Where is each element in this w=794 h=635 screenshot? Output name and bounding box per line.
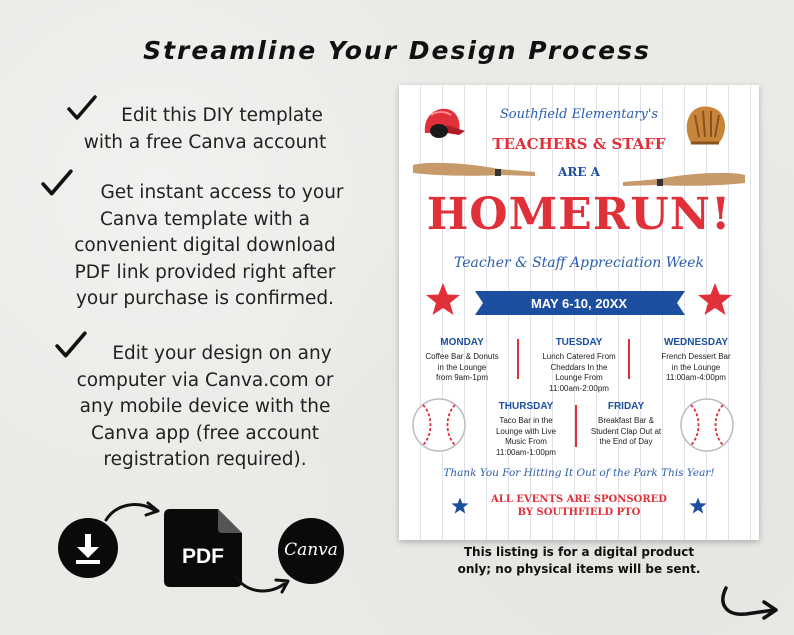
- bullet-2-line-1: Get instant access to your: [100, 182, 344, 203]
- baseball-icon: [679, 397, 735, 453]
- day-name: THURSDAY: [498, 401, 554, 412]
- divider: [628, 339, 630, 379]
- page-headline: Streamline Your Design Process: [143, 36, 651, 65]
- download-arrow-icon: [58, 518, 118, 578]
- day-thursday: [471, 401, 581, 458]
- bullet-3: [40, 341, 370, 474]
- flyer-thanks: Thank You For Hitting It Out of the Park This Year!: [443, 467, 715, 479]
- note-line: only; no physical items will be sent.: [457, 562, 701, 576]
- day-wednesday: [641, 337, 751, 384]
- day-name: MONDAY: [440, 337, 484, 348]
- divider: [517, 339, 519, 379]
- baseball-icon: [411, 397, 467, 453]
- bullet-2-line-3: convenient digital download: [74, 235, 336, 256]
- bullet-3-line-4: Canva app (free account: [90, 422, 320, 444]
- day-name: TUESDAY: [555, 337, 603, 348]
- day-desc-line: from 9am-1pm: [435, 373, 488, 382]
- day-desc-line: in the Lounge: [437, 362, 487, 372]
- day-friday: [571, 401, 681, 448]
- flyer-teachers-staff: TEACHERS & STAFF: [492, 135, 666, 153]
- bullet-3-line-3: any mobile device with the: [79, 396, 331, 417]
- flyer-subtitle: Teacher & Staff Appreciation Week: [454, 255, 704, 271]
- day-desc-line: 11:00am-1:00pm: [496, 447, 556, 457]
- day-monday: [407, 337, 517, 384]
- flyer-are-a: ARE A: [558, 165, 600, 179]
- day-desc-line: Lounge with Live: [495, 426, 557, 436]
- flyer-homerun: HOMERUN!: [426, 189, 732, 240]
- note-line: This listing is for a digital product: [463, 545, 695, 559]
- bullet-1-line-2: with a free Canva account: [83, 131, 327, 153]
- pdf-label: PDF: [182, 545, 224, 568]
- day-desc-line: Taco Bar in the: [499, 416, 553, 425]
- flyer-preview: [399, 85, 759, 540]
- day-desc-line: Lounge From: [555, 373, 603, 382]
- bullet-1: [40, 103, 370, 156]
- day-desc-line: Student Clap Out at: [590, 426, 662, 436]
- bullet-3-line-2: computer via Canva.com or: [76, 369, 334, 391]
- day-desc-line: French Dessert Bar: [661, 352, 731, 361]
- bullet-1-line-1: Edit this DIY template: [121, 105, 323, 126]
- day-desc-line: Lunch Catered From: [542, 352, 616, 361]
- day-tuesday: [524, 337, 634, 394]
- bullet-3-line-5: registration required).: [103, 449, 307, 470]
- bullet-3-line-1: Edit your design on any: [112, 343, 332, 364]
- bullet-2-line-4: PDF link provided right after: [74, 261, 336, 283]
- day-desc-line: in the Lounge: [671, 362, 721, 372]
- bullet-2: [40, 180, 370, 313]
- download-icon: [58, 518, 118, 578]
- day-desc-line: 11:00am-4:00pm: [666, 373, 726, 382]
- day-desc-line: 11:00am-2:00pm: [549, 383, 609, 393]
- sponsor-line: ALL EVENTS ARE SPONSORED: [491, 494, 667, 505]
- digital-product-note: [414, 544, 744, 578]
- day-desc-line: Cheddars In the: [550, 362, 608, 372]
- flyer-sponsor: [399, 493, 759, 519]
- day-name: WEDNESDAY: [663, 337, 729, 348]
- flyer-date: MAY 6-10, 20XX: [530, 296, 628, 311]
- curved-arrow-icon: [716, 582, 782, 624]
- canva-label: Canva: [284, 540, 338, 560]
- day-desc-line: Breakfast Bar &: [597, 416, 655, 425]
- day-desc-line: Music From: [505, 437, 547, 446]
- flyer-school-name: Southfield Elementary's: [499, 107, 659, 122]
- day-name: FRIDAY: [607, 401, 645, 412]
- day-desc-line: the End of Day: [599, 437, 653, 446]
- bullet-2-line-2: Canva template with a: [99, 208, 310, 230]
- sponsor-line: BY SOUTHFIELD PTO: [517, 507, 641, 518]
- curved-arrow-icon: [232, 568, 294, 598]
- curved-arrow-icon: [102, 498, 164, 524]
- bullet-2-line-5: your purchase is confirmed.: [75, 288, 335, 309]
- day-desc-line: Coffee Bar & Donuts: [425, 352, 499, 361]
